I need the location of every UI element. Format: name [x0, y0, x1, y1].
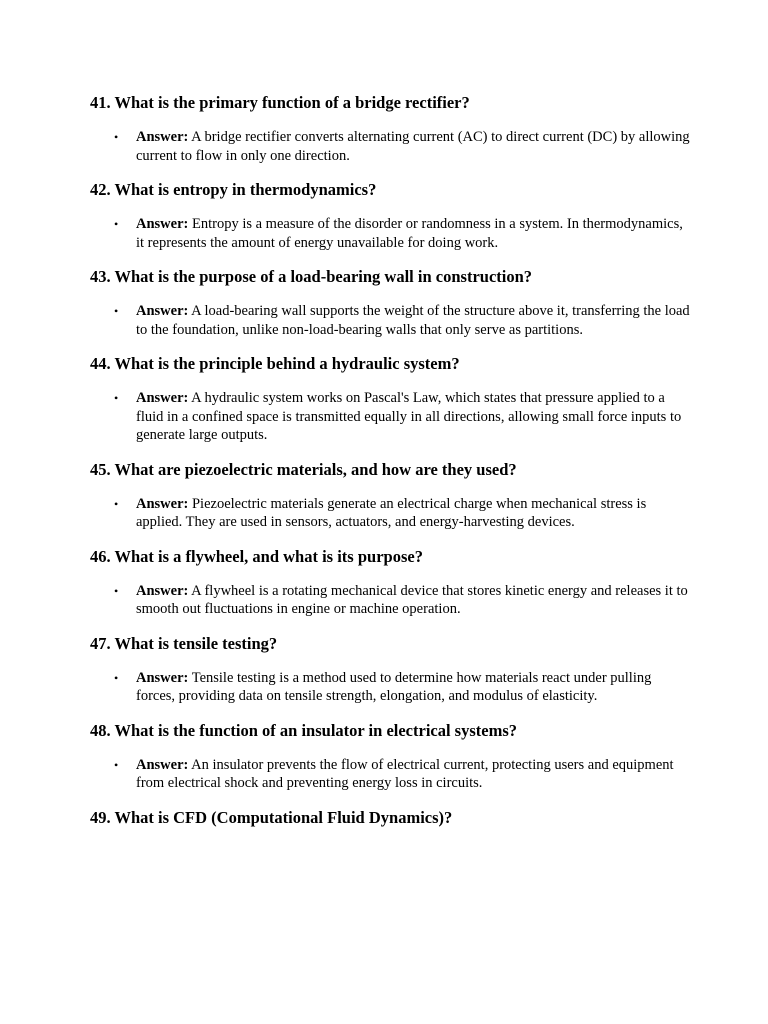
bullet-icon: •: [114, 391, 119, 405]
document-page: [90, 92, 690, 843]
answer-item: [90, 128, 690, 165]
question-heading: 42. What is entropy in thermodynamics?: [90, 180, 377, 199]
answer-text: Tensile testing is a method used to determine how materials react under pulling forces, providing data on tensile strength, elongation, and modulus of elasticity.: [136, 669, 652, 704]
answer-label: Answer:: [136, 669, 189, 686]
question-heading: 43. What is the purpose of a load-bearing wall in construction?: [90, 267, 533, 286]
qa-item-42: [90, 179, 690, 252]
answer-text: Piezoelectric materials generate an electrical charge when mechanical stress is applied. They are used in sensors, actuators, and energy-harvesting devices.: [136, 495, 647, 530]
question-heading: 49. What is CFD (Computational Fluid Dynamics)?: [90, 807, 453, 827]
bullet-icon: •: [114, 757, 119, 772]
qa-item-44: [90, 353, 690, 445]
qa-item-45: [90, 459, 690, 532]
answer-label: Answer:: [136, 216, 189, 232]
answer-item: [90, 302, 690, 339]
bullet-icon: •: [114, 304, 119, 318]
answer-label: Answer:: [136, 303, 189, 319]
answer-item: [90, 215, 690, 252]
question-heading: 44. What is the principle behind a hydraulic system?: [90, 354, 460, 373]
answer-text: A flywheel is a rotating mechanical device that stores kinetic energy and releases it to smooth out fluctuations in engine or machine operation.: [136, 582, 688, 617]
qa-item-49: [90, 807, 690, 829]
answer-item: [90, 756, 690, 793]
answer-label: Answer:: [136, 756, 189, 773]
answer-label: Answer:: [136, 390, 189, 406]
answer-list: [90, 756, 690, 793]
answer-list: [90, 128, 690, 165]
answer-text: An insulator prevents the flow of electrical current, protecting users and equipment from electrical shock and preventing energy loss in circuits.: [136, 756, 674, 791]
answer-item: [90, 582, 690, 619]
answer-text: Entropy is a measure of the disorder or randomness in a system. In thermodynamics, it represents the amount of energy unavailable for doing work.: [136, 216, 683, 251]
bullet-icon: •: [114, 496, 119, 511]
qa-item-48: [90, 720, 690, 793]
qa-item-41: [90, 92, 690, 165]
answer-item: [90, 389, 690, 445]
answer-text: A hydraulic system works on Pascal's Law, which states that pressure applied to a fluid in a confined space is transmitted equally in all directions, allowing small force inputs to generate large outputs.: [136, 390, 682, 443]
qa-item-47: [90, 633, 690, 706]
question-heading: 46. What is a flywheel, and what is its purpose?: [90, 546, 423, 566]
answer-label: Answer:: [136, 582, 189, 599]
question-heading: 47. What is tensile testing?: [90, 633, 278, 653]
bullet-icon: •: [114, 583, 119, 598]
question-heading: 41. What is the primary function of a bridge rectifier?: [90, 93, 470, 112]
qa-item-43: [90, 266, 690, 339]
answer-list: [90, 389, 690, 445]
answer-text: A bridge rectifier converts alternating current (AC) to direct current (DC) by allowing current to flow in only one direction.: [136, 129, 690, 164]
answer-list: [90, 669, 690, 706]
answer-item: [90, 669, 690, 706]
question-heading: 45. What are piezoelectric materials, and how are they used?: [90, 459, 517, 479]
bullet-icon: •: [114, 130, 119, 144]
answer-list: [90, 215, 690, 252]
answer-label: Answer:: [136, 495, 189, 512]
answer-list: [90, 302, 690, 339]
answer-item: [90, 495, 690, 532]
bullet-icon: •: [114, 217, 119, 231]
bullet-icon: •: [114, 670, 119, 685]
question-heading: 48. What is the function of an insulator in electrical systems?: [90, 720, 518, 740]
qa-item-46: [90, 546, 690, 619]
answer-list: [90, 582, 690, 619]
answer-label: Answer:: [136, 129, 189, 145]
answer-text: A load-bearing wall supports the weight of the structure above it, transferring the load to the foundation, unlike non-load-bearing walls that only serve as partitions.: [136, 303, 690, 338]
answer-list: [90, 495, 690, 532]
